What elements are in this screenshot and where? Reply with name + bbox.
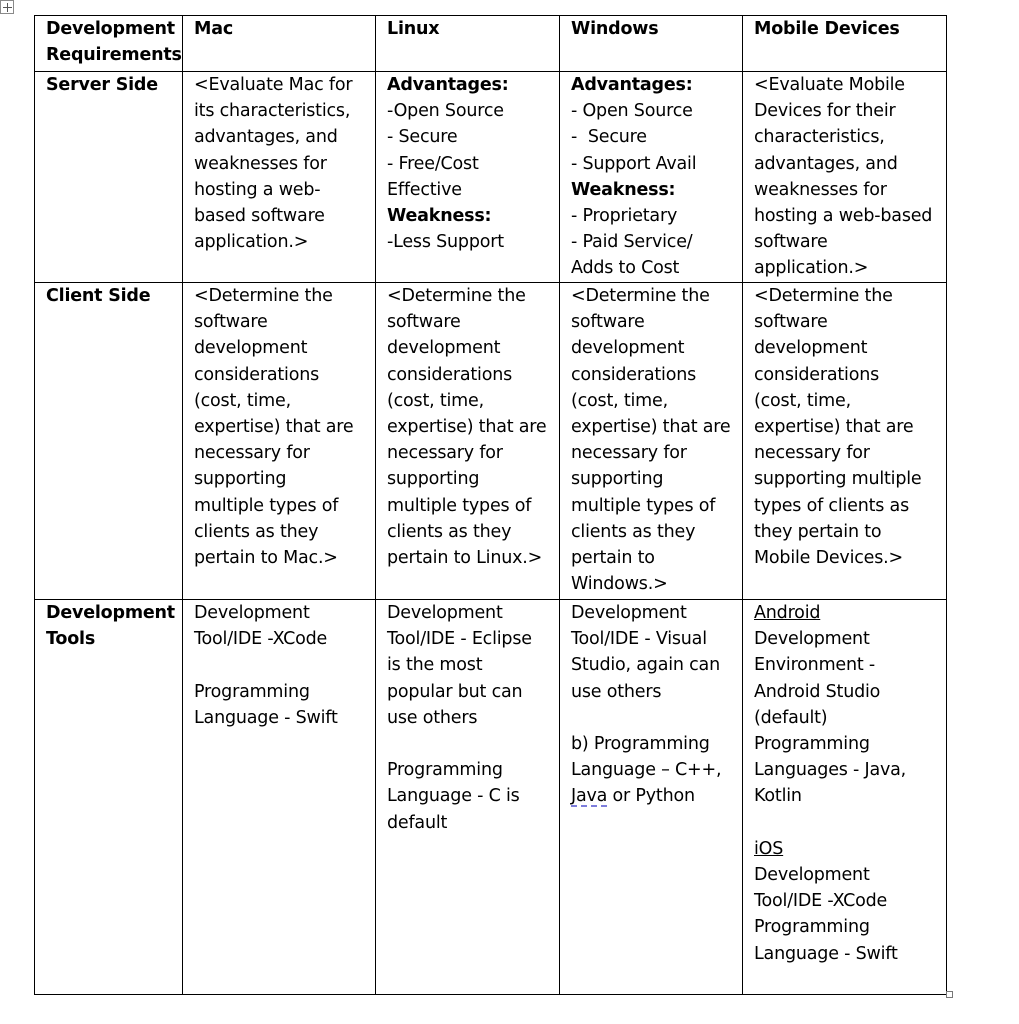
- cell-line: software: [387, 312, 461, 333]
- cell-line: Environment -: [754, 655, 876, 676]
- cell-line: Programming: [387, 760, 503, 781]
- cell-line: Mobile Devices.>: [754, 548, 903, 569]
- cell-line: (cost, time,: [387, 390, 484, 411]
- header-mobile-cell[interactable]: [743, 16, 947, 72]
- cell-line: software: [194, 312, 268, 333]
- cell-line: types of clients as: [754, 495, 909, 516]
- cell-line: Language - Swift: [754, 943, 898, 964]
- cell-line: (cost, time,: [571, 390, 668, 411]
- cell-line: - Paid Service/: [571, 232, 693, 253]
- cell-client-linux[interactable]: [376, 283, 560, 600]
- cell-line: <Determine the: [194, 286, 333, 306]
- cell-line: Effective: [387, 179, 462, 200]
- cell-line: clients as they: [387, 521, 512, 542]
- cell-tools-windows[interactable]: [560, 600, 743, 995]
- cell-line: software: [754, 312, 828, 333]
- header-mac-cell[interactable]: [183, 16, 376, 72]
- cell-line: advantages, and: [754, 153, 898, 174]
- cell-line: Windows.>: [571, 574, 668, 595]
- cell-line: expertise) that are: [387, 417, 547, 438]
- cell-line: Tool/IDE - Eclipse: [387, 629, 532, 650]
- cell-line: they pertain to: [754, 521, 882, 542]
- table-header-row: [35, 16, 947, 72]
- cell-line: Tool/IDE - Visual: [571, 629, 707, 650]
- cell-line: software: [571, 312, 645, 333]
- header-requirements-cell[interactable]: [35, 16, 183, 72]
- cell-line: considerations: [754, 364, 880, 385]
- cell-line: considerations: [194, 364, 320, 385]
- cell-line: - Proprietary: [571, 206, 678, 227]
- cell-line: is the most: [387, 655, 483, 676]
- cell-tools-mobile[interactable]: [743, 600, 947, 995]
- cell-line: Programming: [194, 681, 310, 702]
- cell-line: (cost, time,: [194, 390, 291, 411]
- cell-line: clients as they: [194, 521, 319, 542]
- cell-line: pertain to: [571, 548, 655, 569]
- cell-line: -Less Support: [387, 232, 504, 253]
- cell-line: pertain to Mac.>: [194, 548, 338, 569]
- row-label-development-tools[interactable]: [35, 600, 183, 995]
- cell-line: - Secure: [387, 127, 458, 148]
- cell-line: application.>: [754, 258, 869, 279]
- cell-line: necessary for: [571, 443, 687, 464]
- header-linux-cell[interactable]: [376, 16, 560, 72]
- cell-tools-mac[interactable]: [183, 600, 376, 995]
- cell-line: characteristics,: [754, 127, 885, 148]
- cell-server-mobile[interactable]: [743, 72, 947, 283]
- cell-line: -Open Source: [387, 101, 504, 122]
- cell-line: supporting: [194, 469, 287, 490]
- cell-line: <Evaluate Mobile: [754, 75, 905, 95]
- cell-line: use others: [387, 707, 478, 728]
- android-heading: Android: [754, 603, 821, 623]
- cell-line: <Determine the: [387, 286, 526, 306]
- cell-line: Programming: [754, 917, 870, 938]
- cell-line: development: [194, 338, 308, 359]
- cell-line: (cost, time,: [754, 390, 851, 411]
- table-row-server-side: [35, 72, 947, 283]
- cell-client-windows[interactable]: [560, 283, 743, 600]
- cell-line: hosting a web-based: [754, 206, 933, 227]
- cell-line: Development: [387, 603, 503, 623]
- cell-line: - Free/Cost: [387, 153, 479, 174]
- cell-line: - Open Source: [571, 101, 693, 122]
- cell-line: <Determine the: [571, 286, 710, 306]
- spellcheck-word[interactable]: Java: [571, 786, 608, 807]
- cell-line: supporting: [571, 469, 664, 490]
- cell-line: expertise) that are: [754, 417, 914, 438]
- header-linux: Linux: [387, 19, 440, 39]
- cell-line: supporting: [387, 469, 480, 490]
- ios-heading: iOS: [754, 838, 784, 859]
- cell-line: Language – C++,: [571, 760, 722, 781]
- header-requirements-line: Development: [46, 19, 175, 39]
- cell-line: multiple types of: [571, 495, 716, 516]
- cell-client-mac[interactable]: [183, 283, 376, 600]
- cell-server-mac[interactable]: [183, 72, 376, 283]
- cell-line: - Support Avail: [571, 153, 697, 174]
- requirements-table: [34, 15, 947, 995]
- cell-tools-linux[interactable]: [376, 600, 560, 995]
- cell-line: Kotlin: [754, 786, 802, 807]
- cell-line: weaknesses for: [754, 179, 887, 200]
- cell-line: <Evaluate Mac for: [194, 75, 353, 95]
- cell-line: hosting a web-: [194, 179, 321, 200]
- table-resize-handle[interactable]: [946, 991, 953, 998]
- cell-line: (default): [754, 707, 828, 728]
- table-row-development-tools: [35, 600, 947, 995]
- cell-line: Languages - Java,: [754, 760, 907, 781]
- header-requirements-line: Requirements: [46, 45, 182, 66]
- cell-line: expertise) that are: [194, 417, 354, 438]
- cell-line: necessary for: [387, 443, 503, 464]
- row-label-server-side[interactable]: [35, 72, 183, 283]
- cell-line: supporting multiple: [754, 469, 922, 490]
- header-mac: Mac: [194, 19, 233, 39]
- cell-line: b) Programming: [571, 734, 710, 755]
- cell-text: or Python: [607, 786, 695, 807]
- cell-line: application.>: [194, 232, 309, 253]
- cell-line: Language - C is: [387, 786, 520, 807]
- weakness-heading: Weakness:: [571, 179, 676, 200]
- cell-line: Android Studio: [754, 681, 881, 702]
- cell-line: multiple types of: [194, 495, 339, 516]
- cell-line: use others: [571, 681, 662, 702]
- cell-line: <Determine the: [754, 286, 893, 306]
- cell-line: [387, 731, 551, 757]
- cell-line: software: [754, 232, 828, 253]
- row-label-text: Development: [46, 603, 175, 623]
- cell-line: development: [387, 338, 501, 359]
- weakness-heading: Weakness:: [387, 206, 492, 227]
- header-windows: Windows: [571, 19, 659, 39]
- cell-line: [194, 652, 367, 678]
- row-label-text: Tools: [46, 629, 96, 650]
- cell-line: advantages, and: [194, 127, 338, 148]
- cell-line: Language - Swift: [194, 707, 338, 728]
- cell-line: based software: [194, 206, 325, 227]
- cell-line: Development: [194, 603, 310, 623]
- table-row-client-side: [35, 283, 947, 600]
- cell-line: Programming: [754, 734, 870, 755]
- cell-line: considerations: [571, 364, 697, 385]
- cell-line: Studio, again can: [571, 655, 720, 676]
- header-windows-cell[interactable]: [560, 16, 743, 72]
- row-label-text: Server Side: [46, 75, 158, 95]
- cell-line: necessary for: [754, 443, 870, 464]
- cell-line: Tool/IDE -XCode: [194, 629, 328, 650]
- cell-line: Tool/IDE -XCode: [754, 891, 888, 912]
- cell-line: default: [387, 812, 448, 833]
- row-label-text: Client Side: [46, 286, 151, 306]
- cell-line: [571, 705, 734, 731]
- cell-line: multiple types of: [387, 495, 532, 516]
- cell-line-blank: [754, 810, 938, 836]
- cell-client-mobile[interactable]: [743, 283, 947, 600]
- cell-server-windows[interactable]: [560, 72, 743, 283]
- cell-line: weaknesses for: [194, 153, 327, 174]
- cell-line: development: [571, 338, 685, 359]
- cell-line: Development: [571, 603, 687, 623]
- cell-line: [571, 783, 734, 809]
- cell-line: considerations: [387, 364, 513, 385]
- advantages-heading: Advantages:: [387, 75, 509, 95]
- row-label-client-side[interactable]: [35, 283, 183, 600]
- cell-line: popular but can: [387, 681, 523, 702]
- cell-line: Development: [754, 629, 870, 650]
- cell-line: clients as they: [571, 521, 696, 542]
- advantages-heading: Advantages:: [571, 75, 693, 95]
- cell-line: - Secure: [571, 127, 647, 148]
- table-move-handle[interactable]: [0, 0, 14, 14]
- cell-line: Adds to Cost: [571, 258, 680, 279]
- cell-line: expertise) that are: [571, 417, 731, 438]
- cell-line: Development: [754, 865, 870, 886]
- cell-line: Devices for their: [754, 101, 896, 122]
- cell-line: its characteristics,: [194, 101, 351, 122]
- header-mobile: Mobile Devices: [754, 19, 900, 39]
- cell-server-linux[interactable]: [376, 72, 560, 283]
- cell-line: pertain to Linux.>: [387, 548, 543, 569]
- cell-line: development: [754, 338, 868, 359]
- cell-line: necessary for: [194, 443, 310, 464]
